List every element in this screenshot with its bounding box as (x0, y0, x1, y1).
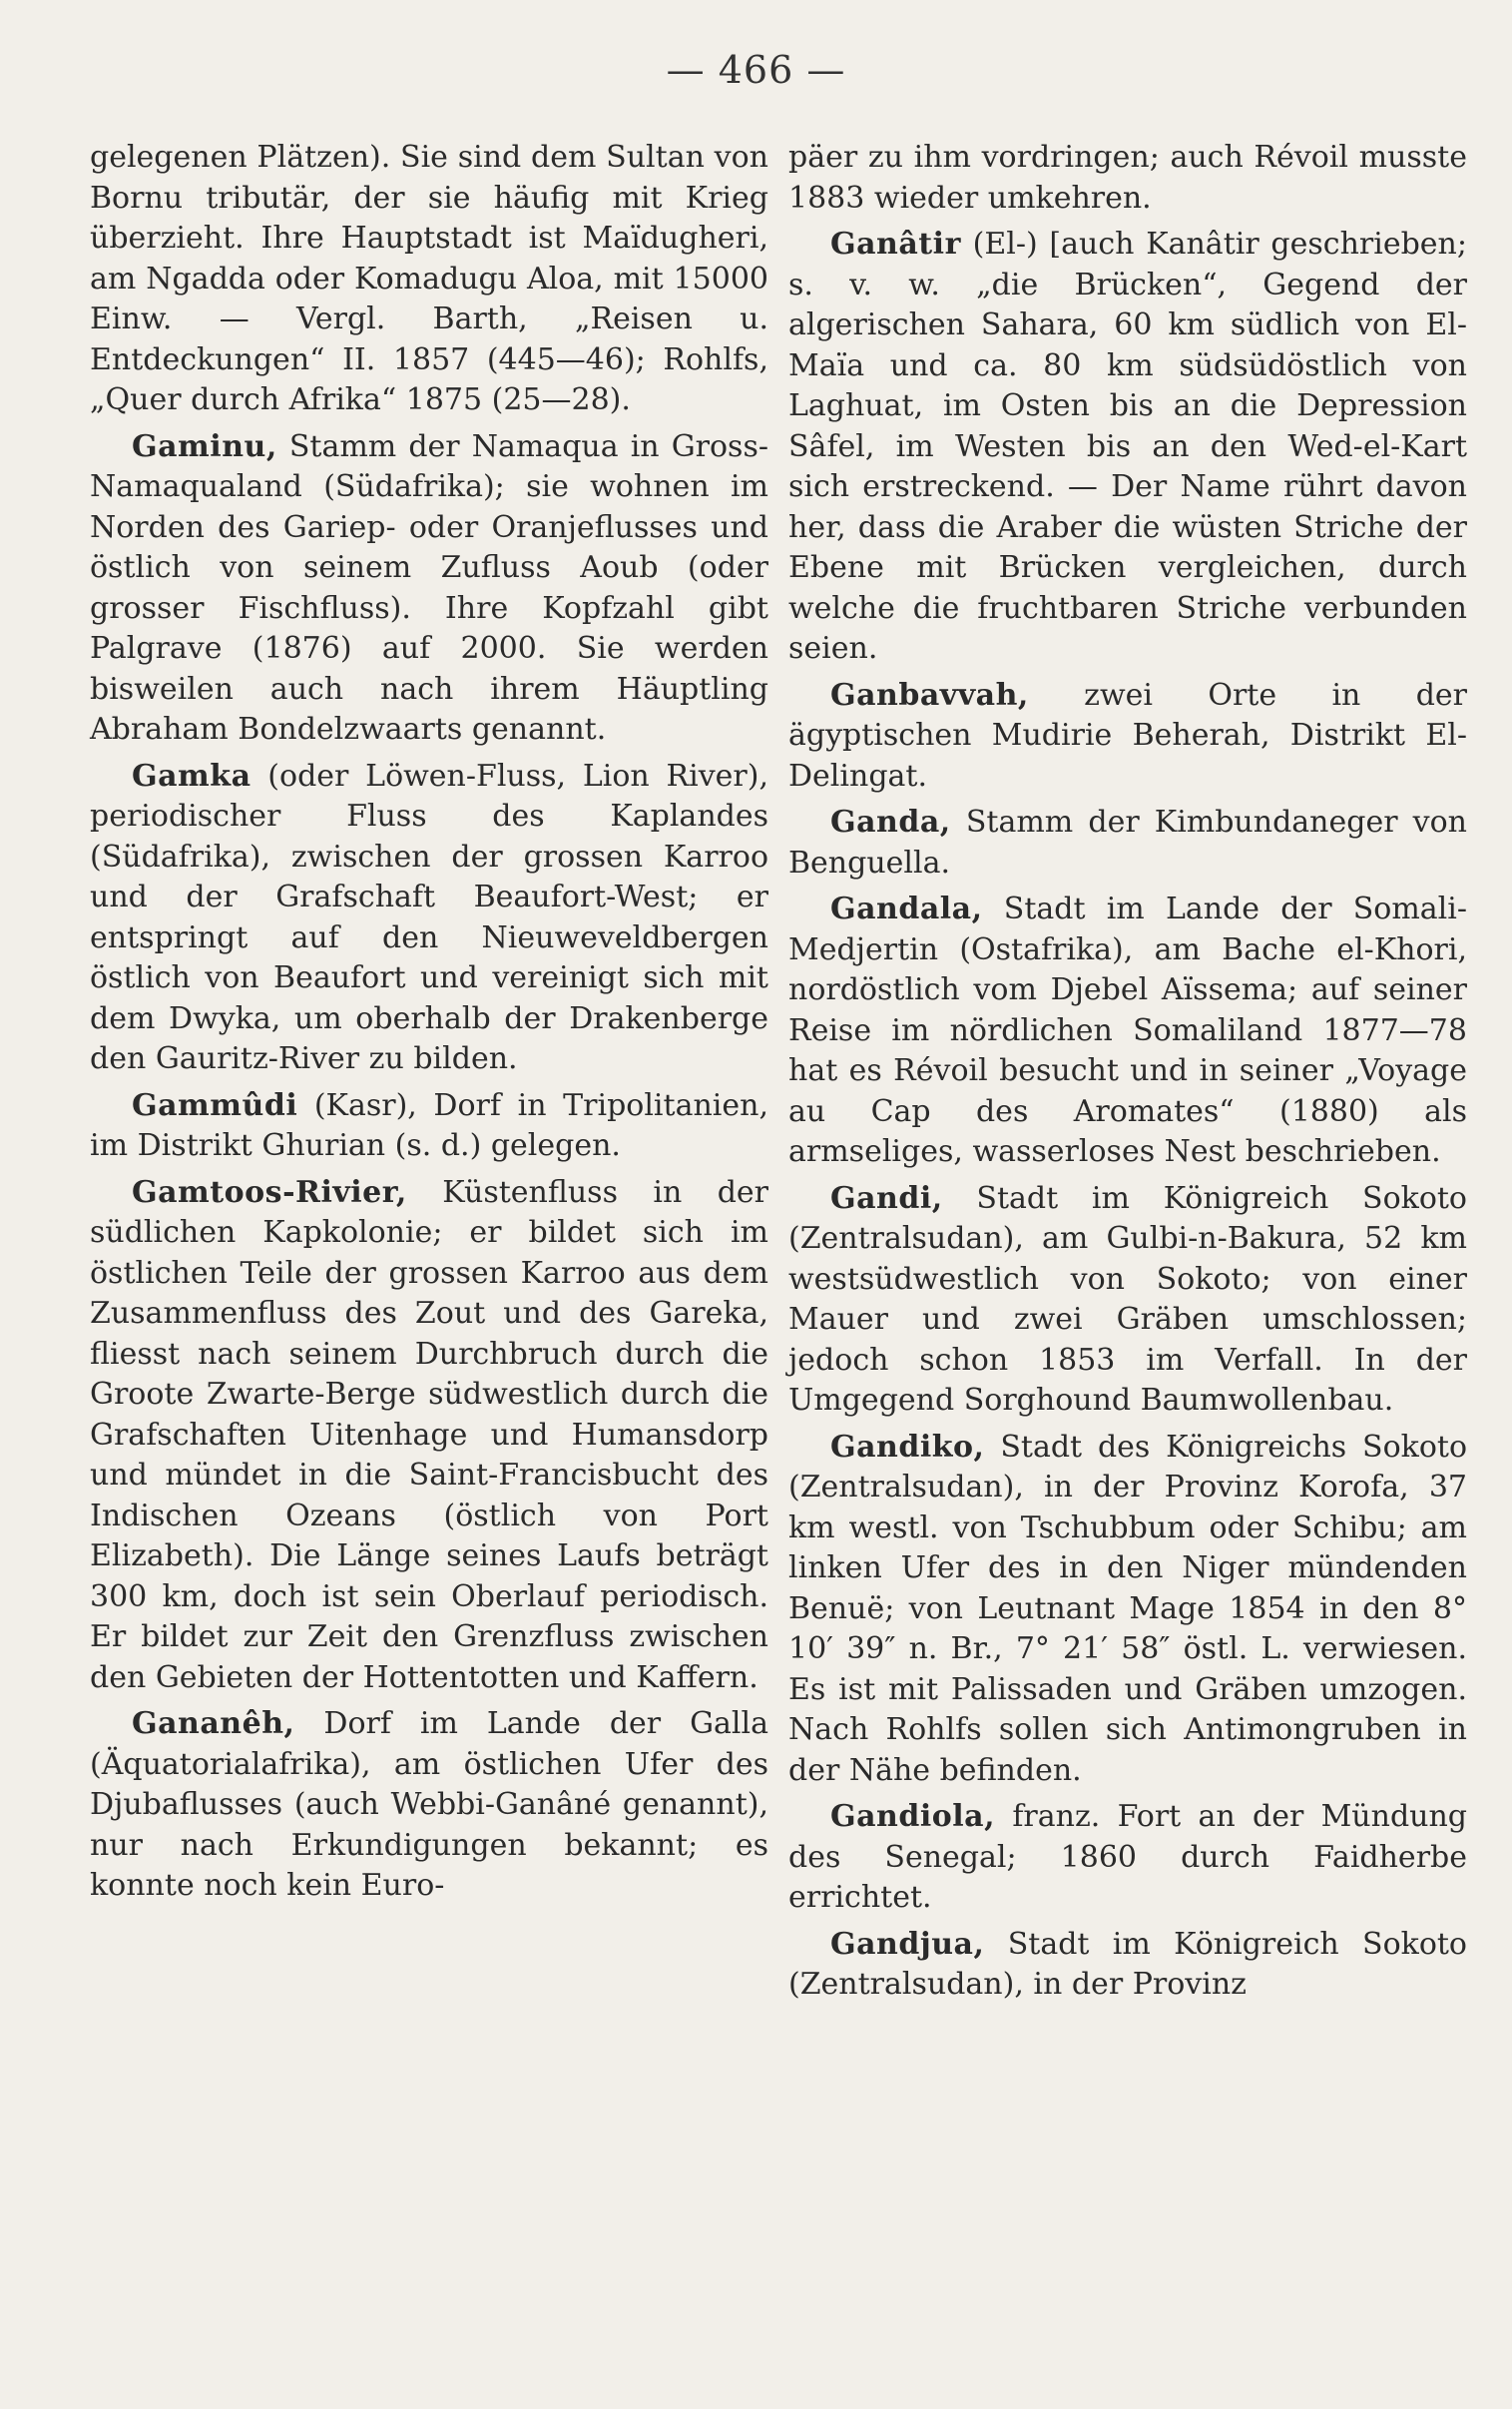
entry-gamtoos-rivier (90, 1173, 768, 1699)
entry-gandi (788, 1179, 1467, 1422)
entry-text: Stadt im Königreich Sokoto (Zentralsudan), am Gulbi-n-Bakura, 52 km westsüdwestlich von Sokoto; von einer Mauer und zwei Gräben umschlossen; jedoch schon 1853 im Verfall. In der Umgegend Sorghound Baumwollenbau. (788, 1180, 1467, 1418)
entry-text: Stadt im Königreich Sokoto (Zentralsudan), in der Provinz (788, 1926, 1467, 2002)
entry-gammudi (90, 1086, 768, 1167)
entry-gandiko (788, 1428, 1467, 1792)
entry-headword: Gamka (132, 758, 252, 794)
entry-headword: Ganâtir (830, 227, 961, 262)
entry-continuation-right (788, 138, 1467, 219)
entry-ganbavvah (788, 676, 1467, 798)
entry-text: zwei Orte in der ägyptischen Mudirie Beherah, Distrikt El-Delingat. (788, 677, 1467, 794)
entry-text: Stamm der Namaqua in Gross-Namaqualand (Südafrika); sie wohnen im Norden des Gariep- oder Oranjeflusses und östlich von seinem Zufluss Aoub (oder grosser Fischfluss). Ihre Kopfzahl gibt Palgrave (1876) auf 2000. Sie werden bisweilen auch nach ihrem Häuptling Abraham Bondelzwaarts genannt. (90, 428, 768, 747)
entry-gamka (90, 757, 768, 1080)
entry-headword: Gamtoos-Rivier, (132, 1174, 407, 1210)
entry-text: päer zu ihm vordringen; auch Révoil musste 1883 wieder umkehren. (788, 140, 1467, 216)
page-number-header: — 466 — (666, 48, 846, 92)
entry-headword: Gaminu, (132, 428, 277, 464)
entry-text: Stadt des Königreichs Sokoto (Zentralsudan), in der Provinz Korofa, 37 km westl. von Tschubbum oder Schibu; am linken Ufer des in den Niger mündenden Benuë; von Leutnant Mage 1854 in den 8° 10′ 39″ n. Br., 7° 21′ 58″ östl. L. verwiesen. Es ist mit Palissaden und Gräben umzogen. Nach Rohlfs sollen sich Antimongruben in der Nähe befinden. (788, 1429, 1467, 1788)
entry-gananeh (90, 1704, 768, 1907)
left-column (90, 138, 768, 1913)
right-column (788, 138, 1467, 2012)
entry-ganda (788, 803, 1467, 884)
entry-gandjua (788, 1925, 1467, 2006)
entry-text: Dorf im Lande der Galla (Äquatorialafrika), am östlichen Ufer des Djubaflusses (auch Webbi-Ganâné genannt), nur nach Erkundigungen bekannt; es konnte noch kein Euro- (90, 1706, 768, 1903)
entry-text: Stamm der Kimbundaneger von Benguella. (788, 805, 1467, 881)
entry-headword: Ganbavvah, (830, 677, 1029, 713)
entry-headword: Ganda, (830, 805, 951, 840)
entry-text: (oder Löwen-Fluss, Lion River), periodischer Fluss des Kaplandes (Südafrika), zwischen der grossen Karroo und der Grafschaft Beaufort-West; er entspringt auf den Nieuweveldbergen östlich von Beaufort und vereinigt sich mit dem Dwyka, um oberhalb der Drakenberge den Gauritz-River zu bilden. (90, 758, 768, 1076)
entry-gandiola (788, 1797, 1467, 1919)
entry-headword: Gananêh, (132, 1706, 295, 1741)
entry-headword: Gandiola, (830, 1799, 996, 1834)
entry-ganatir (788, 225, 1467, 670)
entry-text: (El-) [auch Kanâtir geschrieben; s. v. w. „die Brücken“, Gegend der algerischen Sahara, 60 km südlich von El-Maïa und ca. 80 km südsüdöstlich von Laghuat, im Osten bis an die Depression Sâfel, im Westen bis an den Wed-el-Kart sich erstreckend. — Der Name rührt davon her, dass die Araber die wüsten Striche der Ebene mit Brücken vergleichen, durch welche die fruchtbaren Striche verbunden seien. (788, 227, 1467, 666)
entry-headword: Gammûdi (132, 1087, 298, 1123)
entry-text: franz. Fort an der Mündung des Senegal; 1860 durch Faidherbe errichtet. (788, 1799, 1467, 1915)
entry-headword: Gandala, (830, 892, 983, 926)
entry-continuation-left (90, 138, 768, 421)
entry-text: Küstenfluss in der südlichen Kapkolonie; er bildet sich im östlichen Teile der grossen Karroo aus dem Zusammenfluss des Zout und des Gareka, fliesst nach seinem Durchbruch durch die Groote Zwarte-Berge südwestlich durch die Grafschaften Uitenhage und Humansdorp und mündet in die Saint-Francisbucht des Indischen Ozeans (östlich von Port Elizabeth). Die Länge seines Laufs beträgt 300 km, doch ist sein Oberlauf periodisch. Er bildet zur Zeit den Grenzfluss zwischen den Gebieten der Hottentotten und Kaffern. (90, 1174, 768, 1695)
entry-gandala (788, 890, 1467, 1173)
entry-headword: Gandjua, (830, 1926, 985, 1962)
entry-headword: Gandiko, (830, 1429, 985, 1465)
entry-text: Stadt im Lande der Somali-Medjertin (Ostafrika), am Bache el-Khori, nordöstlich vom Djebel Aïssema; auf seiner Reise im nördlichen Somaliland 1877—78 hat es Révoil besucht und in seiner „Voyage au Cap des Aromates“ (1880) als armseliges, wasserloses Nest beschrieben. (788, 892, 1467, 1169)
entry-text: gelegenen Plätzen). Sie sind dem Sultan von Bornu tributär, der sie häufig mit Krieg überzieht. Ihre Hauptstadt ist Maïdugheri, am Ngadda oder Komadugu Aloa, mit 15000 Einw. — Vergl. Barth, „Reisen u. Entdeckungen“ II. 1857 (445—46); Rohlfs, „Quer durch Afrika“ 1875 (25—28). (90, 140, 768, 417)
entry-gaminu (90, 427, 768, 751)
entry-headword: Gandi, (830, 1180, 943, 1216)
entry-text: (Kasr), Dorf in Tripolitanien, im Distrikt Ghurian (s. d.) gelegen. (90, 1087, 768, 1163)
